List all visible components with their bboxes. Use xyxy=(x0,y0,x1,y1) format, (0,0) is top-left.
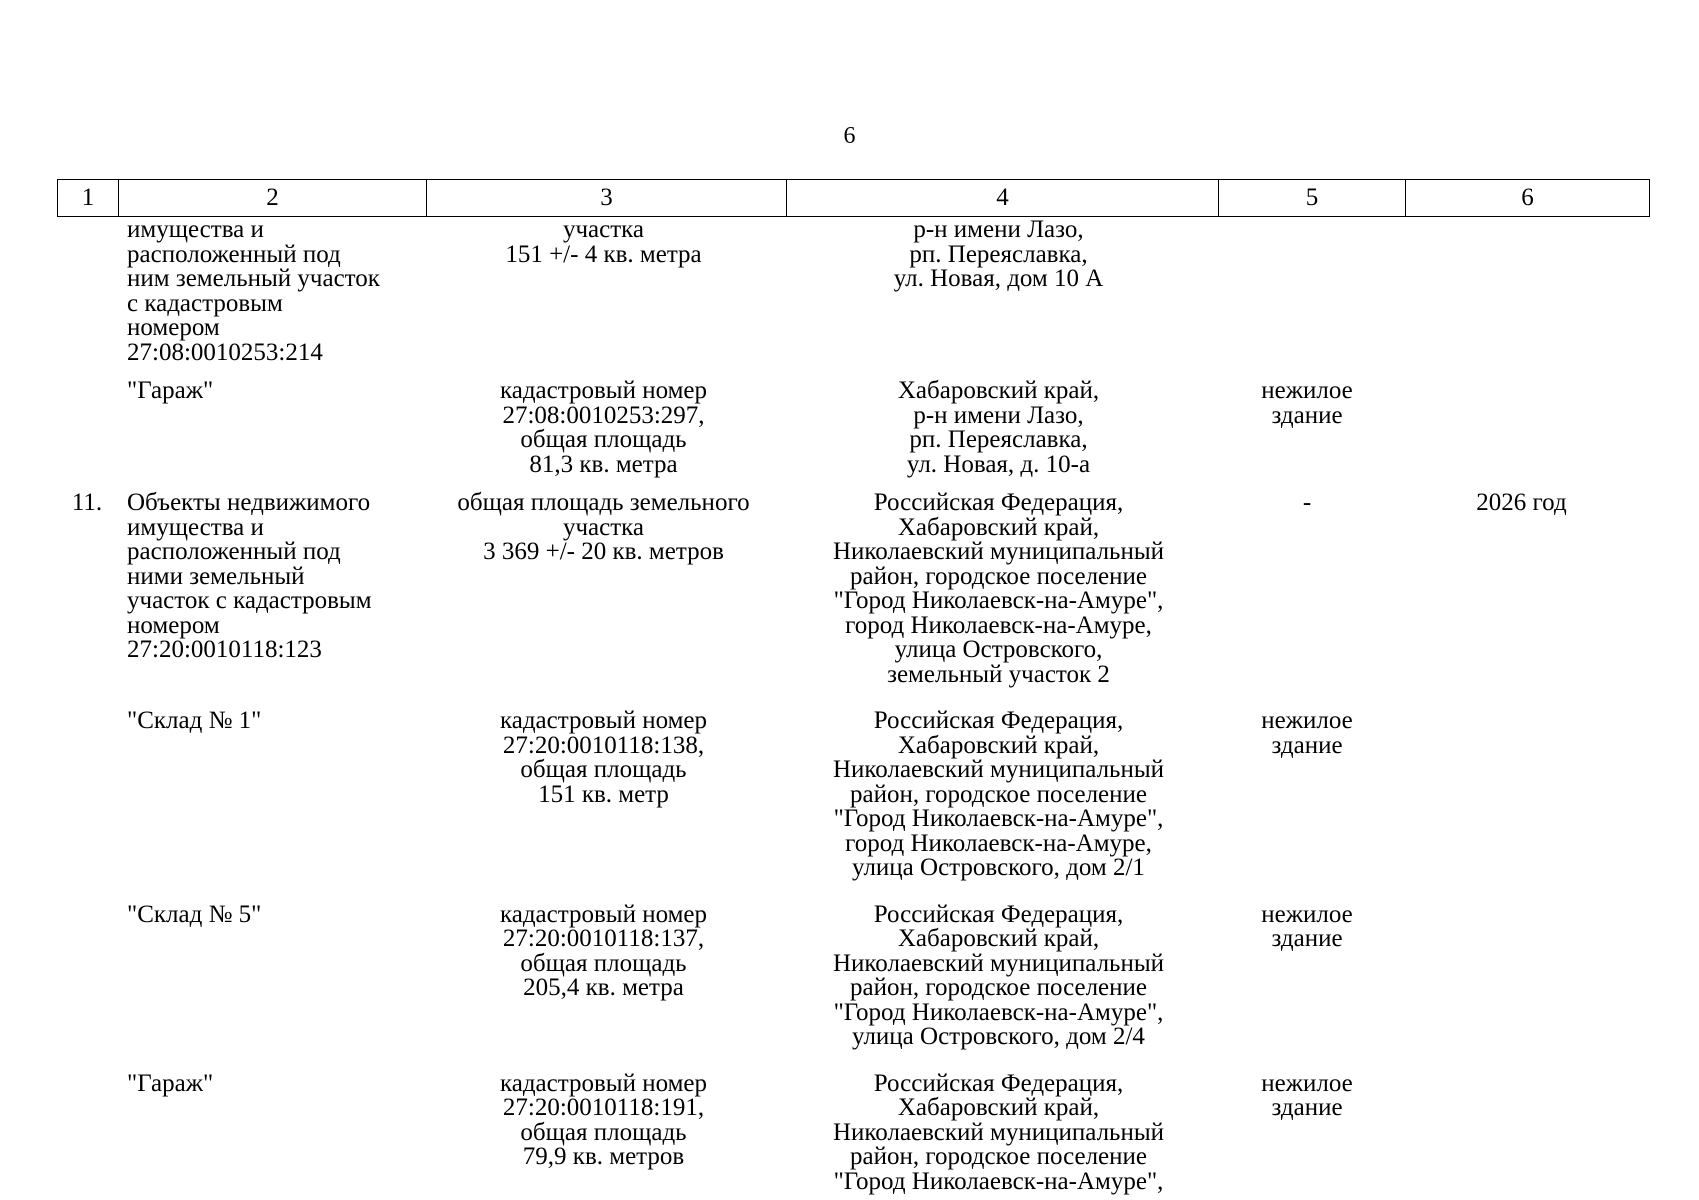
object-address: Российская Федерация, Хабаровский край, Николаевский муниципальный район, городское поселение "Город Николаевск-на-Амуре", город Николаевск-на-Амуре, улица Островского, земельный участок 2 xyxy=(832,489,1165,688)
object-type: нежилое здание xyxy=(1261,377,1353,429)
table-row xyxy=(57,1072,1643,1195)
object-type: нежилое здание xyxy=(1261,707,1353,759)
object-type xyxy=(1214,218,1400,365)
privatization-year xyxy=(1400,379,1643,477)
object-characteristics: участка 151 +/- 4 кв. метра xyxy=(505,216,702,268)
object-characteristics: кадастровый номер 27:20:0010118:137, общая площадь 205,4 кв. метра xyxy=(499,900,708,1001)
privatization-year xyxy=(1400,1072,1643,1195)
column-header-2: 2 xyxy=(119,180,427,217)
object-address: Российская Федерация, Хабаровский край, Николаевский муниципальный район, городское поселение "Город Николаевск-на-Амуре", улица Островского, дом 2/4 xyxy=(832,900,1165,1050)
table-row xyxy=(57,218,1643,365)
object-type: нежилое здание xyxy=(1261,900,1353,952)
property-table xyxy=(57,218,1643,1194)
table-row xyxy=(57,491,1643,687)
privatization-year xyxy=(1400,903,1643,1050)
privatization-year xyxy=(1400,709,1643,881)
row-number: 11. xyxy=(71,489,103,516)
row-number xyxy=(57,1072,117,1195)
row-number xyxy=(57,709,117,881)
table-row xyxy=(57,903,1643,1050)
table-row xyxy=(57,379,1643,477)
object-name: "Склад № 1" xyxy=(127,707,262,734)
privatization-year: 2026 год xyxy=(1476,489,1567,516)
object-characteristics: общая площадь земельного участка 3 369 +/- 20 кв. метров xyxy=(457,489,750,565)
object-characteristics: кадастровый номер 27:20:0010118:138, общая площадь 151 кв. метр xyxy=(499,707,708,808)
column-header-row xyxy=(57,179,1650,217)
table-row xyxy=(57,709,1643,881)
page-number: 6 xyxy=(843,123,856,149)
column-header-3: 3 xyxy=(427,180,787,217)
object-name: имущества и расположенный под ним земельный участок с кадастровым номером 27:08:0010253:214 xyxy=(127,216,380,366)
column-header-1: 1 xyxy=(58,180,119,217)
object-name: "Гараж" xyxy=(127,377,214,404)
object-characteristics: кадастровый номер 27:08:0010253:297, общая площадь 81,3 кв. метра xyxy=(499,377,708,478)
privatization-year xyxy=(1400,218,1643,365)
object-name: Объекты недвижимого имущества и расположенный под ними земельный участок с кадастровым номером 27:20:0010118:123 xyxy=(127,489,372,663)
column-header-4: 4 xyxy=(787,180,1219,217)
object-address: Хабаровский край, р-н имени Лазо, рп. Переяславка, ул. Новая, д. 10-а xyxy=(897,377,1100,478)
object-address: Российская Федерация, Хабаровский край, Николаевский муниципальный район, городское поселение "Город Николаевск-на-Амуре", город Николаевск-на-Амуре, улица Островского, дом 2/1 xyxy=(832,707,1165,881)
row-number xyxy=(57,379,117,477)
object-name: "Гараж" xyxy=(127,1069,214,1097)
object-type: нежилое здание xyxy=(1261,1069,1353,1121)
row-number xyxy=(57,903,117,1050)
column-header-6: 6 xyxy=(1406,180,1650,217)
object-characteristics: кадастровый номер 27:20:0010118:191, общая площадь 79,9 кв. метров xyxy=(499,1069,708,1170)
object-type: - xyxy=(1302,489,1312,516)
column-header-5: 5 xyxy=(1219,180,1406,217)
row-number xyxy=(57,218,117,365)
object-name: "Склад № 5" xyxy=(127,900,262,928)
object-address: р-н имени Лазо, рп. Переяславка, ул. Новая, дом 10 А xyxy=(893,216,1104,292)
object-address: Российская Федерация, Хабаровский край, Николаевский муниципальный район, городское поселение "Город Николаевск-на-Амуре", xyxy=(832,1069,1165,1195)
